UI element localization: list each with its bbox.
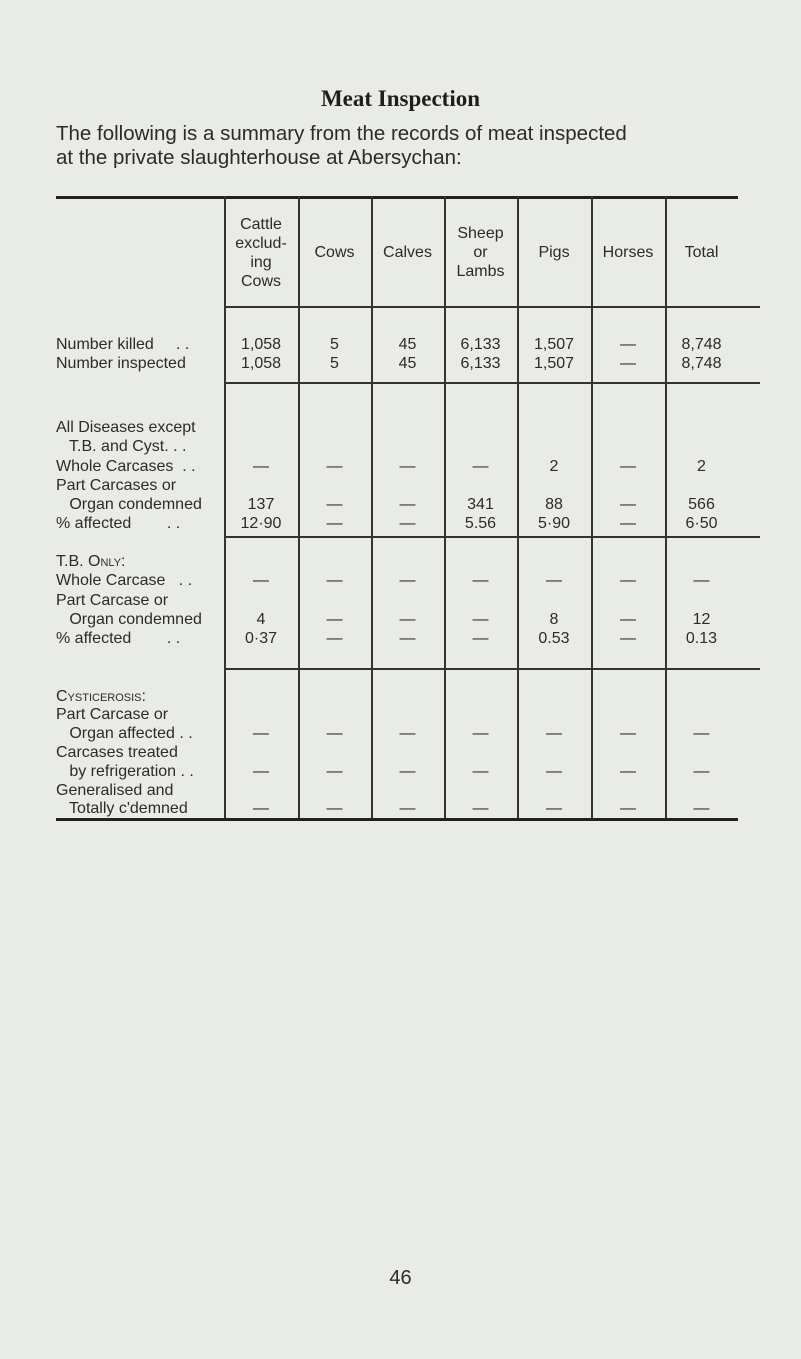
table-cell: — [253,458,269,475]
table-cell: 5 [330,336,339,353]
row-label: Organ condemned [56,611,202,628]
table-top-rule [56,196,738,199]
column-header-line: Cows [314,244,355,261]
row-label: Generalised and [56,782,174,799]
column-header-line: Total [684,244,719,261]
table-cell: — [472,800,489,817]
table-cell: — [253,725,269,742]
table-cell: — [472,725,489,742]
table-cell: — [326,496,343,513]
table-cell: 0.13 [685,630,718,647]
column-header-line: Lambs [456,263,505,280]
table-cell: 6·50 [685,515,718,532]
column-header-line: Cattle [240,215,282,233]
section-rule [224,536,760,538]
column-header [444,224,517,281]
table-cell: — [620,572,636,589]
table-cell: 45 [398,355,417,372]
column-header-line: Sheep [457,225,504,242]
column-header-line: Horses [602,244,654,261]
table-cell: — [326,800,343,817]
table-cell: 2 [697,458,706,475]
row-label: Carcases treated [56,744,178,761]
table-cell: — [693,763,710,780]
row-label: Part Carcase or [56,706,169,723]
table-cell: 12 [692,611,711,628]
column-header [298,243,371,262]
column-header-line: exclud- [235,234,287,252]
table-cell: 4 [256,611,266,628]
table-cell: 45 [398,336,417,353]
column-header [591,243,665,262]
table-cell: 8,748 [681,355,722,372]
row-label: Organ affected . . [56,725,193,742]
table-cell: 88 [545,496,563,513]
table-cell: — [472,572,489,589]
table-cell: 5 [330,355,339,372]
section-heading: T.B. and Cyst. . . [56,438,187,455]
table-cell: — [326,515,343,532]
table-cell: — [620,355,636,372]
column-header [371,243,444,262]
table-cell: — [620,725,636,742]
table-cell: — [399,763,416,780]
row-label: Whole Carcases . . [56,458,196,475]
table-bottom-rule [56,818,738,821]
table-cell: — [399,800,416,817]
row-label: Number killed . . [56,336,190,353]
table-cell: — [620,496,636,513]
table-cell: 341 [467,496,494,513]
table-cell: — [253,800,269,817]
table-cell: — [399,611,416,628]
page-title: Meat Inspection [320,86,481,111]
table-cell: — [326,763,343,780]
table-cell: — [693,572,710,589]
table-cell: — [326,630,343,647]
table-cell: 8 [549,611,559,628]
table-cell: 6,133 [460,355,501,372]
table-cell: — [620,458,636,475]
row-label: Whole Carcase . . [56,572,193,589]
table-cell: — [253,572,269,589]
row-label: % affected . . [56,515,181,532]
table-cell: — [620,611,636,628]
table-cell: — [546,800,562,817]
table-cell: — [693,725,710,742]
column-header-line: Cows [240,272,281,290]
table-cell: 12·90 [240,515,282,532]
row-label: Part Carcase or [56,592,169,609]
table-cell: 6,133 [460,336,501,353]
column-header-line: Pigs [538,244,570,261]
row-label: % affected . . [56,630,181,647]
row-label: by refrigeration . . [56,763,194,780]
intro-paragraph [56,122,776,170]
section-rule [224,306,760,308]
row-label: Part Carcases or [56,477,177,494]
column-header [517,243,591,262]
table-cell: — [472,763,489,780]
section-rule [224,668,760,670]
table-cell: 0·37 [244,630,278,647]
table-cell: — [399,725,416,742]
column-header-line: Calves [383,244,432,261]
table-cell: — [326,572,343,589]
table-cell: — [326,611,343,628]
table-cell: — [546,572,562,589]
column-header-line: ing [250,253,272,271]
table-cell: 1,058 [240,336,282,353]
table-cell: — [620,515,636,532]
row-label: Number inspected [56,355,186,372]
table-cell: 2 [549,458,559,475]
section-heading: All Diseases except [56,419,196,436]
table-cell: 0.53 [538,630,570,647]
table-cell: — [399,458,416,475]
table-cell: 1,058 [240,355,282,372]
table-cell: — [399,572,416,589]
table-cell: — [620,763,636,780]
table-cell: — [472,458,489,475]
table-cell: — [326,458,343,475]
section-heading: T.B. Only: [56,553,126,570]
table-cell: — [472,630,489,647]
section-heading: Cysticerosis: [56,688,146,705]
column-header-line: or [473,244,488,261]
column-header [224,215,298,291]
table-cell: 1,507 [533,355,575,372]
table-cell: — [399,630,416,647]
table-cell: — [326,725,343,742]
table-cell: — [693,800,710,817]
table-cell: 8,748 [681,336,722,353]
table-cell: 5·90 [537,515,571,532]
intro-line-2: at the private slaughterhouse at Abersychan: [56,146,462,169]
table-cell: 137 [247,496,275,513]
table-cell: — [546,725,562,742]
table-cell: — [620,630,636,647]
table-cell: 5.56 [464,515,497,532]
table-cell: — [546,763,562,780]
table-cell: 1,507 [533,336,575,353]
column-header [665,243,738,262]
table-cell: — [472,611,489,628]
table-cell: — [399,515,416,532]
table-cell: — [620,336,636,353]
table-cell: — [620,800,636,817]
section-rule [224,382,760,384]
intro-line-1: The following is a summary from the records of meat inspected [56,122,627,145]
row-label: Totally c'demned [56,800,188,817]
page-number: 46 [389,1267,412,1289]
row-label: Organ condemned [56,496,202,513]
table-cell: — [399,496,416,513]
table-cell: 566 [688,496,715,513]
table-cell: — [253,763,269,780]
